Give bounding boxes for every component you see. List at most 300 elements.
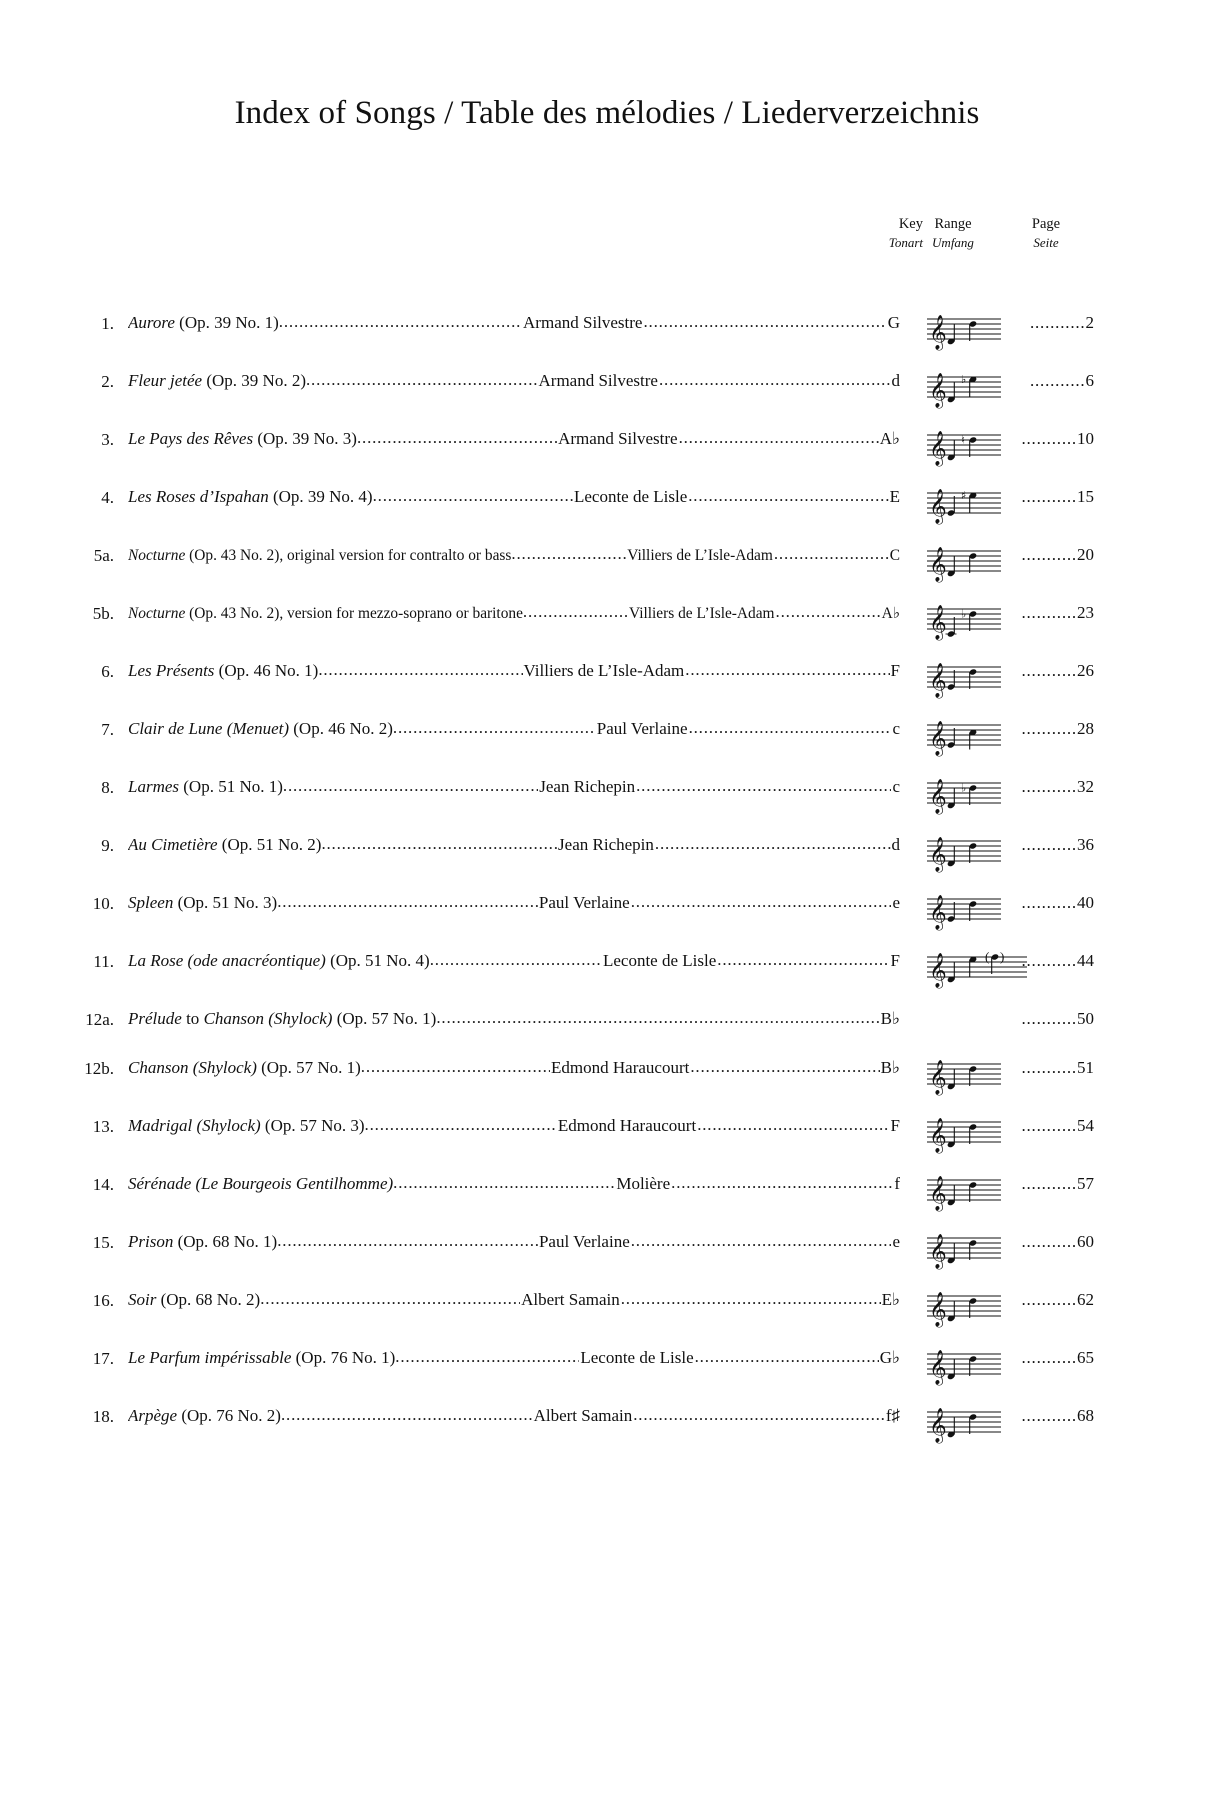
entry-page-value: 26 — [1077, 661, 1094, 680]
entry-leader-dots-2 — [690, 1058, 879, 1077]
range-staff-icon — [925, 944, 1029, 990]
index-entry[interactable] — [0, 1103, 1214, 1161]
column-header-range — [908, 214, 998, 252]
entry-page-value: 6 — [1085, 371, 1094, 390]
entry-range-staff — [925, 1341, 1003, 1387]
entry-leader-dots-2 — [631, 1232, 892, 1251]
entry-title — [128, 1009, 436, 1029]
svg-text:𝄞: 𝄞 — [929, 663, 947, 698]
range-staff-icon — [925, 364, 1003, 410]
index-entry[interactable] — [0, 358, 1214, 416]
entry-number: 5a. — [93, 546, 114, 565]
song-index-list — [0, 300, 1214, 1451]
index-entry[interactable] — [0, 416, 1214, 474]
entry-key: F — [890, 1116, 900, 1135]
range-staff-icon — [925, 770, 1003, 816]
entry-leader-dots — [393, 719, 596, 738]
entry-number: 9. — [101, 836, 114, 855]
entry-page-value: 28 — [1077, 719, 1094, 738]
entry-title — [128, 487, 373, 507]
index-entry[interactable] — [0, 880, 1214, 938]
entry-line — [128, 951, 900, 971]
range-staff-icon — [925, 538, 1003, 584]
entry-leader-dots-2 — [671, 1174, 893, 1193]
entry-title-roman: (Op. 51 No. 2) — [217, 835, 322, 854]
entry-page-leader-dots: ........... — [1021, 777, 1077, 796]
entry-title-italic: La Rose (ode anacréontique) — [128, 951, 326, 970]
entry-line — [128, 545, 900, 565]
svg-text:𝄞: 𝄞 — [929, 1118, 947, 1153]
index-entry[interactable] — [0, 764, 1214, 822]
svg-text:𝄞: 𝄞 — [929, 1292, 947, 1327]
entry-author: Albert Samain — [521, 1290, 620, 1309]
svg-text:): ) — [1000, 949, 1005, 964]
entry-title — [128, 1232, 277, 1252]
entry-range-staff — [925, 944, 1029, 990]
entry-leader-dots — [279, 313, 522, 332]
entry-page-number — [1002, 603, 1094, 623]
entry-line — [128, 1116, 900, 1136]
entry-leader-dots-2 — [695, 1348, 879, 1367]
range-staff-icon — [925, 422, 1003, 468]
entry-range-staff — [925, 1399, 1003, 1445]
entry-page-leader-dots: ........... — [1021, 545, 1077, 564]
entry-key: F — [890, 661, 900, 680]
entry-title-roman: (Op. 43 No. 2), version for mezzo-soprano or baritone — [185, 605, 523, 622]
entry-page-number — [1002, 1174, 1094, 1194]
entry-number: 13. — [92, 1117, 114, 1136]
entry-number: 16. — [92, 1291, 114, 1310]
entry-title-italic: Aurore — [128, 313, 175, 332]
entry-leader-dots — [318, 661, 522, 680]
svg-text:♭: ♭ — [961, 372, 967, 386]
entry-range-staff — [925, 770, 1003, 816]
entry-title-roman: (Op. 39 No. 2) — [202, 371, 306, 390]
entry-page-number — [1002, 1406, 1094, 1426]
entry-title-roman-2: (Op. 57 No. 1) — [332, 1009, 437, 1028]
range-staff-icon — [925, 306, 1003, 352]
entry-key: G — [887, 313, 900, 332]
entry-leader-dots — [523, 603, 628, 622]
entry-title — [128, 1058, 361, 1078]
entry-line — [128, 661, 900, 681]
entry-key: B♭ — [880, 1058, 900, 1077]
entry-leader-dots-2 — [774, 545, 889, 564]
column-headers — [0, 214, 1214, 260]
entry-title-roman: (Op. 39 No. 1) — [174, 313, 279, 332]
entry-page-value: 51 — [1077, 1058, 1094, 1077]
range-staff-icon — [925, 596, 1003, 642]
entry-author: Villiers de L’Isle-Adam — [523, 661, 685, 680]
entry-author: Leconte de Lisle — [573, 487, 688, 506]
entry-title-roman: (Op. 57 No. 3) — [260, 1116, 365, 1135]
entry-page-number — [1002, 1116, 1094, 1136]
entry-page-leader-dots: ........... — [1021, 1058, 1077, 1077]
column-header-page-en: Page — [1031, 216, 1061, 232]
entry-line — [128, 835, 900, 855]
entry-line — [128, 1174, 900, 1194]
entry-leader-dots — [361, 1058, 550, 1077]
entry-author: Armand Silvestre — [523, 313, 643, 332]
entry-range-staff — [925, 1109, 1003, 1155]
entry-title — [128, 835, 321, 855]
entry-number: 14. — [92, 1175, 114, 1194]
entry-range-staff — [925, 596, 1003, 642]
entry-page-leader-dots: ........... — [1021, 1232, 1077, 1251]
entry-range-staff — [925, 364, 1003, 410]
entry-author: Jean Richepin — [539, 777, 636, 796]
entry-range-staff — [925, 828, 1003, 874]
entry-page-leader-dots: ........... — [1021, 603, 1077, 622]
entry-leader-dots — [277, 1232, 538, 1251]
entry-title-roman: (Op. 68 No. 1) — [173, 1232, 278, 1251]
entry-title — [128, 661, 318, 681]
entry-title — [128, 1174, 393, 1194]
entry-page-leader-dots: ........... — [1021, 429, 1077, 448]
entry-title — [128, 371, 306, 391]
entry-line — [128, 1009, 900, 1029]
entry-title-italic: Au Cimetière — [128, 835, 218, 854]
range-staff-icon — [925, 1051, 1003, 1097]
entry-key: d — [891, 371, 900, 390]
entry-leader-dots-2 — [776, 603, 881, 622]
entry-range-staff — [925, 1051, 1003, 1097]
entry-leader-dots-2 — [679, 429, 879, 448]
entry-author: Leconte de Lisle — [580, 1348, 694, 1367]
entry-page-value: 60 — [1077, 1232, 1094, 1251]
entry-title-roman: (Op. 51 No. 4) — [325, 951, 430, 970]
entry-title — [128, 719, 393, 739]
entry-leader-dots-2 — [633, 1406, 885, 1425]
entry-page-number — [1002, 1348, 1094, 1368]
entry-title-roman: (Op. 51 No. 3) — [173, 893, 278, 912]
entry-author: Jean Richepin — [558, 835, 654, 854]
entry-leader-dots — [393, 1174, 615, 1193]
entry-leader-dots-2 — [636, 777, 891, 796]
entry-title-italic: Soir — [128, 1290, 157, 1309]
entry-line — [128, 1232, 900, 1252]
entry-key: A♭ — [879, 429, 900, 448]
entry-leader-dots-2 — [659, 371, 891, 390]
entry-title — [128, 429, 357, 449]
range-staff-icon — [925, 1399, 1003, 1445]
entry-line — [128, 371, 900, 391]
svg-text:𝄞: 𝄞 — [929, 953, 947, 988]
index-entry[interactable] — [0, 1161, 1214, 1219]
entry-title-italic: Nocturne — [128, 605, 186, 622]
entry-author: Paul Verlaine — [538, 893, 630, 912]
index-entry[interactable] — [0, 300, 1214, 358]
svg-text:(: ( — [985, 949, 990, 964]
entry-line — [128, 313, 900, 333]
entry-leader-dots — [306, 371, 538, 390]
entry-line — [128, 429, 900, 449]
entry-line — [128, 719, 900, 739]
index-entry[interactable] — [0, 706, 1214, 764]
entry-author: Paul Verlaine — [596, 719, 688, 738]
column-header-range-de: Umfang — [932, 235, 974, 250]
entry-title-italic: Clair de Lune (Menuet) — [128, 719, 289, 738]
entry-page-value: 54 — [1077, 1116, 1094, 1135]
entry-title-italic: Chanson (Shylock) — [128, 1058, 257, 1077]
entry-page-leader-dots: ........... — [1021, 1348, 1077, 1367]
range-staff-icon — [925, 1341, 1003, 1387]
entry-page-leader-dots: ........... — [1021, 893, 1077, 912]
entry-page-number — [1002, 661, 1094, 681]
svg-text:𝄞: 𝄞 — [929, 547, 947, 582]
entry-range-staff — [925, 538, 1003, 584]
entry-page-number — [1002, 1009, 1094, 1029]
entry-leader-dots — [321, 835, 557, 854]
svg-text:𝄞: 𝄞 — [929, 1350, 947, 1385]
entry-title-italic: Fleur jetée — [128, 371, 203, 390]
entry-range-staff — [925, 480, 1003, 526]
entry-author: Molière — [616, 1174, 671, 1193]
entry-title-italic: Spleen — [128, 893, 174, 912]
entry-key: E♭ — [881, 1290, 900, 1309]
svg-text:𝄞: 𝄞 — [929, 489, 947, 524]
entry-number: 12b. — [84, 1059, 114, 1078]
index-entry[interactable] — [0, 1393, 1214, 1451]
entry-page-number — [1002, 1290, 1094, 1310]
entry-number: 6. — [101, 662, 114, 681]
entry-page-number — [1002, 835, 1094, 855]
entry-title-roman: (Op. 43 No. 2), original version for contralto or bass — [185, 547, 512, 564]
entry-page-leader-dots: ........... — [1021, 1116, 1077, 1135]
entry-leader-dots — [373, 487, 573, 506]
entry-number: 4. — [101, 488, 114, 507]
entry-title-italic: Sérénade (Le Bourgeois Gentilhomme) — [128, 1174, 394, 1193]
entry-leader-dots-2 — [643, 313, 886, 332]
entry-range-staff — [925, 422, 1003, 468]
entry-page-value: 15 — [1077, 487, 1094, 506]
index-entry[interactable] — [0, 474, 1214, 532]
index-entry[interactable] — [0, 532, 1214, 590]
entry-leader-dots-2 — [717, 951, 889, 970]
svg-text:𝄞: 𝄞 — [929, 837, 947, 872]
entry-key: d — [891, 835, 900, 854]
entry-leader-dots — [430, 951, 602, 970]
entry-page-number — [1016, 951, 1094, 971]
range-staff-icon — [925, 480, 1003, 526]
index-entry[interactable] — [0, 1335, 1214, 1393]
entry-number: 8. — [101, 778, 114, 797]
entry-title-roman: to — [181, 1009, 204, 1028]
entry-title-italic: Nocturne — [128, 547, 186, 564]
index-entry[interactable] — [0, 1045, 1214, 1103]
entry-page-leader-dots: ........... — [1021, 1290, 1077, 1309]
entry-number: 1. — [101, 314, 114, 333]
entry-key: e — [892, 893, 900, 912]
entry-page-value: 23 — [1077, 603, 1094, 622]
entry-number: 11. — [93, 952, 114, 971]
svg-text:♯: ♯ — [961, 488, 967, 502]
entry-title-italic: Madrigal (Shylock) — [128, 1116, 261, 1135]
entry-page-value: 40 — [1077, 893, 1094, 912]
entry-key: f — [894, 1174, 900, 1193]
entry-leader-dots-2 — [621, 1290, 881, 1309]
entry-page-number — [1002, 893, 1094, 913]
entry-leader-dots-2 — [685, 661, 889, 680]
index-entry[interactable] — [0, 590, 1214, 648]
entry-page-number — [1002, 429, 1094, 449]
entry-leader-dots — [277, 893, 538, 912]
entry-title-roman: (Op. 39 No. 3) — [253, 429, 357, 448]
entry-page-value: 68 — [1077, 1406, 1094, 1425]
entry-leader-dots-2 — [655, 835, 891, 854]
svg-text:𝄞: 𝄞 — [929, 605, 947, 640]
entry-line — [128, 1290, 900, 1310]
entry-page-value: 65 — [1077, 1348, 1094, 1367]
entry-leader-dots — [511, 545, 626, 564]
entry-page-leader-dots: ........... — [1021, 719, 1077, 738]
entry-title-italic: Prélude — [128, 1009, 182, 1028]
entry-title — [128, 893, 277, 913]
entry-key: c — [892, 719, 900, 738]
entry-page-number — [1002, 777, 1094, 797]
entry-page-leader-dots: ........... — [1021, 1406, 1077, 1425]
range-staff-icon — [925, 1109, 1003, 1155]
range-staff-icon — [925, 886, 1003, 932]
column-header-page-de: Seite — [1033, 235, 1059, 250]
entry-title — [128, 777, 283, 797]
entry-key: C — [889, 547, 900, 564]
entry-page-leader-dots: ........... — [1021, 487, 1077, 506]
svg-text:𝄞: 𝄞 — [929, 373, 947, 408]
entry-author: Armand Silvestre — [538, 371, 658, 390]
entry-page-number — [1002, 487, 1094, 507]
entry-leader-dots — [260, 1290, 520, 1309]
entry-title-italic: Larmes — [128, 777, 180, 796]
entry-key: A♭ — [881, 605, 900, 622]
entry-page-number — [1002, 313, 1094, 333]
entry-title — [128, 1406, 281, 1426]
entry-page-number — [1002, 719, 1094, 739]
entry-page-value: 20 — [1077, 545, 1094, 564]
entry-author: Villiers de L’Isle-Adam — [629, 605, 775, 622]
index-entry[interactable] — [0, 648, 1214, 706]
entry-line — [128, 1406, 900, 1426]
entry-page-leader-dots: ........... — [1021, 835, 1077, 854]
entry-number: 12a. — [85, 1010, 114, 1029]
entry-page-value: 10 — [1077, 429, 1094, 448]
column-header-key-en: Key — [898, 216, 923, 232]
entry-key: B♭ — [880, 1009, 900, 1028]
entry-title-roman: (Op. 76 No. 2) — [177, 1406, 281, 1425]
entry-title — [128, 1290, 260, 1310]
entry-author: Albert Samain — [533, 1406, 633, 1425]
entry-number: 5b. — [92, 604, 114, 623]
entry-title-roman: (Op. 57 No. 1) — [256, 1058, 361, 1077]
entry-title — [128, 1348, 395, 1368]
range-staff-icon — [925, 828, 1003, 874]
entry-number: 18. — [92, 1407, 114, 1426]
entry-key: e — [892, 1232, 900, 1251]
index-entry[interactable] — [0, 996, 1214, 1045]
entry-range-staff — [925, 1283, 1003, 1329]
entry-range-staff — [925, 886, 1003, 932]
entry-leader-dots — [436, 1009, 879, 1028]
entry-title-roman: (Op. 68 No. 2) — [156, 1290, 261, 1309]
entry-leader-dots-2 — [697, 1116, 889, 1135]
entry-key: E — [889, 487, 900, 506]
range-staff-icon — [925, 1225, 1003, 1271]
entry-leader-dots-2 — [688, 487, 888, 506]
range-staff-icon — [925, 712, 1003, 758]
entry-title-roman: (Op. 46 No. 1) — [214, 661, 319, 680]
svg-text:𝄞: 𝄞 — [929, 779, 947, 814]
entry-page-value: 50 — [1077, 1009, 1094, 1028]
entry-line — [128, 1058, 900, 1078]
entry-number: 17. — [92, 1349, 114, 1368]
entry-title — [128, 1116, 365, 1136]
entry-page-value: 44 — [1077, 951, 1094, 970]
entry-title-italic-2: Chanson (Shylock) — [203, 1009, 333, 1028]
svg-text:♮: ♮ — [961, 433, 965, 447]
entry-title-italic: Le Parfum impérissable — [128, 1348, 292, 1367]
entry-title-roman: (Op. 51 No. 1) — [179, 777, 283, 796]
entry-title — [128, 605, 523, 623]
entry-page-number — [1002, 371, 1094, 391]
entry-page-value: 62 — [1077, 1290, 1094, 1309]
svg-text:♭: ♭ — [961, 607, 967, 621]
entry-line — [128, 1348, 900, 1368]
entry-page-value: 32 — [1077, 777, 1094, 796]
entry-leader-dots — [357, 429, 557, 448]
index-entry[interactable] — [0, 1277, 1214, 1335]
entry-title — [128, 547, 511, 565]
svg-text:𝄞: 𝄞 — [929, 721, 947, 756]
entry-line — [128, 603, 900, 623]
entry-title-italic: Les Présents — [128, 661, 215, 680]
entry-number: 7. — [101, 720, 114, 739]
entry-title-italic: Arpège — [128, 1406, 178, 1425]
entry-title — [128, 313, 279, 333]
entry-page-number — [1002, 545, 1094, 565]
entry-leader-dots — [365, 1116, 557, 1135]
index-entry[interactable] — [0, 1219, 1214, 1277]
svg-text:𝄞: 𝄞 — [929, 1060, 947, 1095]
index-entry[interactable] — [0, 938, 1214, 996]
svg-text:♭: ♭ — [961, 781, 967, 795]
entry-line — [128, 777, 900, 797]
index-entry[interactable] — [0, 822, 1214, 880]
entry-leader-dots — [283, 777, 538, 796]
entry-author: Villiers de L’Isle-Adam — [627, 547, 773, 564]
entry-author: Edmond Haraucourt — [557, 1116, 697, 1135]
entry-number: 10. — [92, 894, 114, 913]
entry-author: Paul Verlaine — [538, 1232, 630, 1251]
entry-title-italic: Les Roses d’Ispahan — [128, 487, 269, 506]
entry-title-roman: (Op. 39 No. 4) — [268, 487, 373, 506]
entry-leader-dots — [395, 1348, 579, 1367]
entry-range-staff — [925, 654, 1003, 700]
svg-text:𝄞: 𝄞 — [929, 431, 947, 466]
entry-title — [128, 951, 430, 971]
entry-page-number — [1002, 1058, 1094, 1078]
entry-number: 15. — [92, 1233, 114, 1252]
entry-author: Armand Silvestre — [558, 429, 678, 448]
svg-text:𝄞: 𝄞 — [929, 1234, 947, 1269]
entry-page-leader-dots: ........... — [1021, 951, 1077, 970]
column-header-key-de: Tonart — [888, 235, 923, 250]
entry-range-staff — [925, 306, 1003, 352]
entry-range-staff — [925, 712, 1003, 758]
entry-title-roman: (Op. 46 No. 2) — [289, 719, 393, 738]
entry-page-leader-dots: ........... — [1021, 1174, 1077, 1193]
entry-range-staff — [925, 1225, 1003, 1271]
entry-key: G♭ — [879, 1348, 900, 1367]
